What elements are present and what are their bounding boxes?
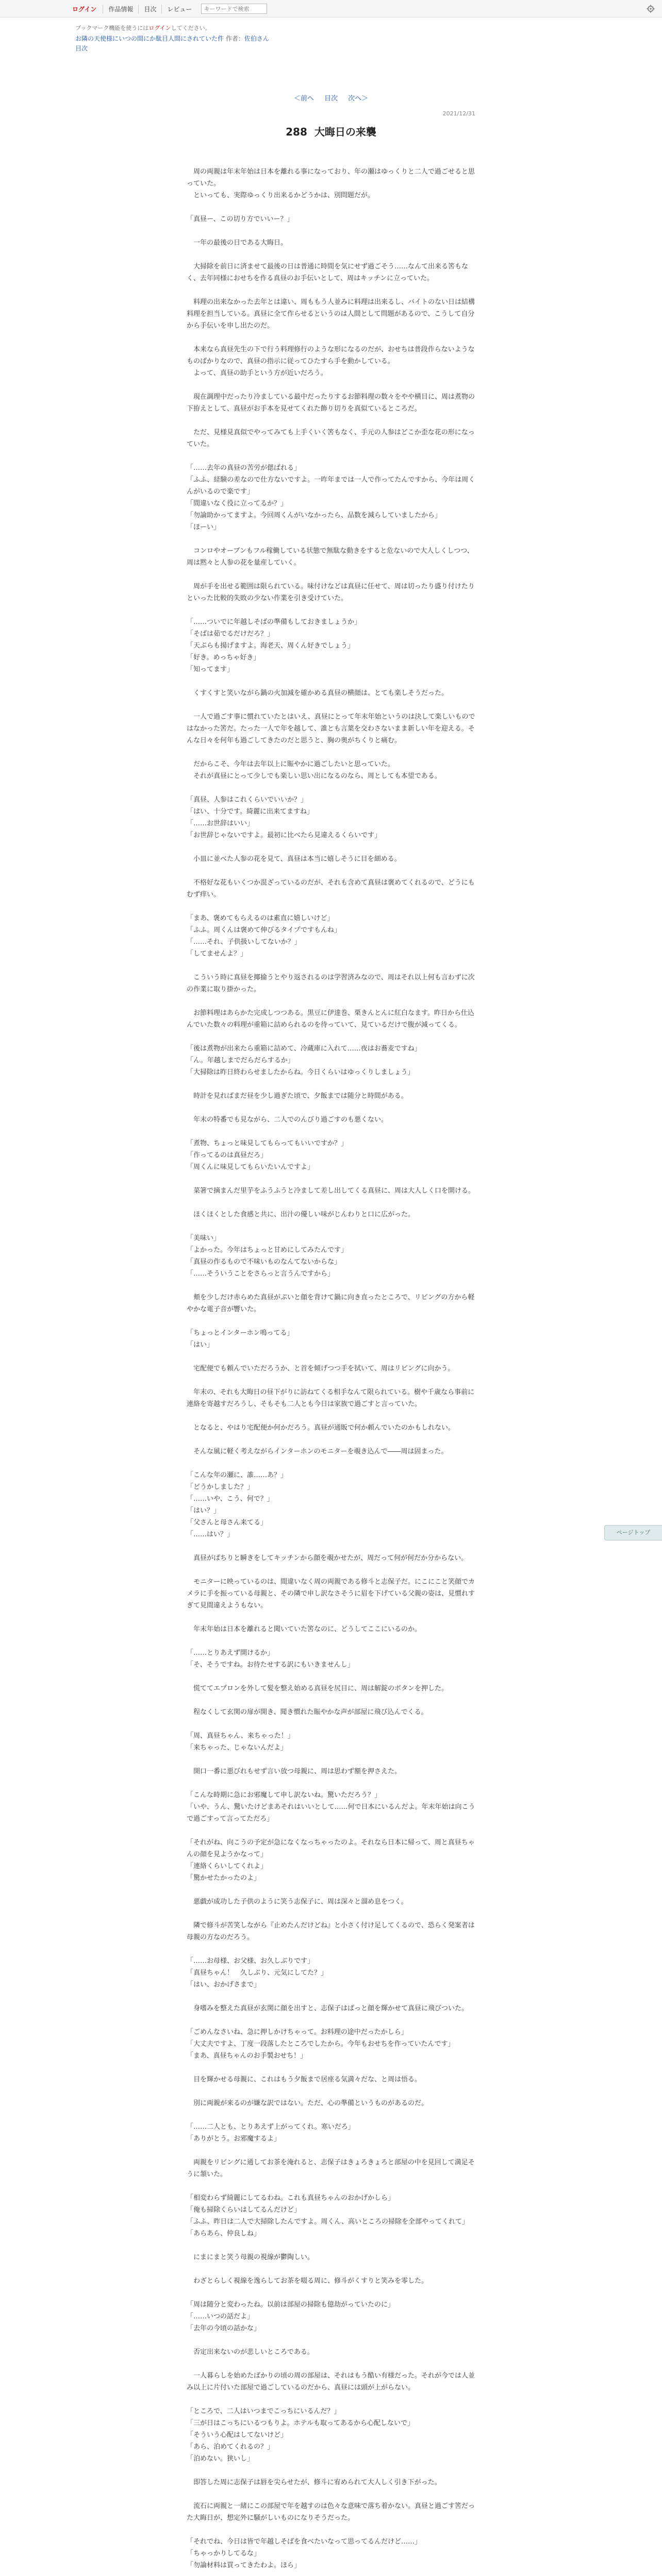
body-paragraph: 「してませんよ？」 xyxy=(187,950,247,958)
body-paragraph: 菜箸で摘まんだ里芋をふうふうと冷まして差し出してくる真昼に、周は大人しく口を開ける。 xyxy=(187,1187,475,1195)
body-blank-line xyxy=(187,379,475,391)
body-paragraph: 「あらあら、仲良しね」 xyxy=(187,2230,261,2238)
body-blank-line xyxy=(187,1351,475,1363)
body-blank-line xyxy=(187,1718,475,1730)
notice-login-link[interactable]: ログイン xyxy=(148,25,171,31)
body-blank-line xyxy=(187,2062,475,2074)
notice-text-after: してください。 xyxy=(171,25,211,31)
body-blank-line xyxy=(187,2488,475,2500)
body-blank-line xyxy=(187,1825,475,1837)
body-blank-line xyxy=(187,2086,475,2097)
body-paragraph: だからこそ、今年は去年以上に賑やかに過ごしたいと思っていた。 xyxy=(187,760,394,768)
body-paragraph: 即答した周に志保子は唇を尖らせたが、修斗に宥められて大人しく引き下がった。 xyxy=(187,2479,441,2486)
body-paragraph: 「はい」 xyxy=(187,1341,214,1349)
chapter-pager xyxy=(0,93,662,103)
body-blank-line xyxy=(187,1375,475,1386)
top-navigation-items xyxy=(72,0,267,18)
body-paragraph: 「そ、そうですね。お待たせする訳にもいきませんし」 xyxy=(187,1661,354,1669)
body-paragraph: 「ん。年越しまでだらだらするか」 xyxy=(187,1057,294,1064)
bookmark-login-notice xyxy=(75,24,211,32)
body-blank-line xyxy=(187,604,475,616)
chapter-number: 288 xyxy=(286,126,307,138)
body-paragraph: 「大丈夫ですよ、丁度一段落したところでしたから。今年もおせちを作っていたんです」 xyxy=(187,2040,455,2048)
body-blank-line xyxy=(187,1540,475,1552)
body-paragraph: それが真昼にとって少しでも楽しい思い出になるのなら、周としても本望である。 xyxy=(187,772,441,780)
body-paragraph: 目を輝かせる母親に、これはもう夕飯まで居座る気満々だな、と周は悟る。 xyxy=(187,2076,422,2083)
body-paragraph: 「父さんと母さん来てる」 xyxy=(187,1519,268,1527)
body-paragraph: くすくすと笑いながら鍋の火加減を確かめる真昼の横顔は、とても楽しそうだった。 xyxy=(187,689,449,697)
body-paragraph: 一人で過ごす事に慣れていたとはいえ、真昼にとって年末年始というのは決して楽しいものではなかった筈だ。たった一人で年を越して、誰とも言葉を交わさないまま新しい年を迎える。そんな日々を何年も過ごしてきたのだと思うと、胸の奥がちくりと痛む。 xyxy=(187,713,475,744)
body-paragraph: 悪戯が成功した子供のように笑う志保子に、周は深々と溜め息をつく。 xyxy=(187,1898,408,1906)
body-paragraph: 本来なら真昼先生の下で行う料理修行のような形になるのだが、おせちは普段作らないようなものばかりなので、真昼の指示に従ってひたすら手を動かしている。 xyxy=(187,346,475,365)
body-paragraph: 「三が日はこっちにいるつもりよ。ホテルも取ってあるから心配しないで」 xyxy=(187,2419,414,2427)
body-blank-line xyxy=(187,1991,475,2003)
body-paragraph: 「周は随分と変わったね。以前は部屋の掃除も億劫がっていたのに」 xyxy=(187,2301,394,2309)
body-blank-line xyxy=(187,1777,475,1789)
body-blank-line xyxy=(187,2465,475,2477)
body-paragraph: 隣で修斗が苦笑しながら『止めたんだけどね』と小さく付け足してくるので、恐らく発案者は母親の方なのだろう。 xyxy=(187,1922,475,1941)
body-blank-line xyxy=(187,699,475,711)
body-paragraph: 大掃除を前日に済ませて最後の日は普通に時間を気にせず過ごそう……なんて出来る筈もなく、去年同様におせちを作る真昼のお手伝いとして、周はキッチンに立っていた。 xyxy=(187,263,469,282)
body-blank-line xyxy=(187,901,475,912)
body-paragraph: 「後は煮物が出来たら重箱に詰めて、冷蔵庫に入れて……夜はお蕎麦ですね」 xyxy=(187,1045,421,1053)
body-paragraph: 開口一番に悪びれもせず言い放つ母親に、周は思わず額を押さえた。 xyxy=(187,1768,402,1775)
body-blank-line xyxy=(187,1410,475,1422)
body-blank-line xyxy=(187,865,475,877)
body-blank-line xyxy=(187,841,475,853)
body-paragraph: 「連絡くらいしてくれよ」 xyxy=(187,1862,268,1870)
body-paragraph: 不格好な花もいくつか混ざっているのだが、それも含めて真昼は褒めてくれるので、どうにもむず痒い。 xyxy=(187,879,475,899)
body-blank-line xyxy=(187,1458,475,1469)
body-paragraph: 身嗜みを整えた真昼が玄関に顔を出すと、志保子はぱっと顔を輝かせて真昼に飛びついた。 xyxy=(187,2005,469,2012)
body-paragraph: 年末の、それも大晦日の昼下がりに訪ねてくる相手なんて限られている。樹や千歳なら事前に連絡を寄越すだろうし、そもそも二人とも今日は家族で過ごすと言っていた。 xyxy=(187,1388,475,1408)
body-paragraph: こういう時に真昼を揶揄うとやり返されるのは学習済みなので、周はそれ以上何も言わずに次の作業に取り掛かった。 xyxy=(187,974,475,993)
body-blank-line xyxy=(187,332,475,344)
body-blank-line xyxy=(187,782,475,794)
body-blank-line xyxy=(187,2240,475,2251)
body-blank-line xyxy=(187,1078,475,1090)
body-blank-line xyxy=(187,450,475,462)
search-input[interactable] xyxy=(201,4,267,14)
body-paragraph: コンロやオーブンもフル稼働している状態で無駄な動きをすると危ないので大人しくしつつ、周は黙々と人参の花を量産していく。 xyxy=(187,547,474,567)
body-paragraph: 「ちゃっかりしてるな」 xyxy=(187,2550,261,2557)
body-blank-line xyxy=(187,1434,475,1446)
body-blank-line xyxy=(187,2180,475,2192)
body-paragraph: 別に両親が来るのが嫌な訳ではない。ただ、心の準備というものがあるのだ。 xyxy=(187,2099,428,2107)
body-paragraph: 「周、真昼ちゃん、来ちゃった！」 xyxy=(187,1732,294,1740)
novel-info-line xyxy=(75,34,269,43)
body-blank-line xyxy=(187,2287,475,2299)
body-paragraph: 「それでね、今日は皆で年越しそばを食べたいなって思ってるんだけど……」 xyxy=(187,2538,422,2546)
body-blank-line xyxy=(187,201,475,213)
body-paragraph: 「煮物、ちょっと味見してもらってもいいですか？」 xyxy=(187,1140,348,1147)
body-blank-line xyxy=(187,1315,475,1327)
body-paragraph: ただ、見様見真似でやってみても上手くいく筈もなく、手元の人参はどこか歪な花の形になっていた。 xyxy=(187,429,475,448)
body-paragraph: 否定出来ないのが悲しいところである。 xyxy=(187,2348,314,2356)
body-paragraph: 年末年始は日本を離れると聞いていた筈なのに、どうしてここにいるのか。 xyxy=(187,1625,422,1633)
body-paragraph: 「周くんに味見してもらいたいんですよ」 xyxy=(187,1163,315,1171)
body-paragraph: 「好き。めっちゃ好き」 xyxy=(187,654,260,662)
body-blank-line xyxy=(187,1173,475,1185)
body-blank-line xyxy=(187,1564,475,1576)
body-paragraph: 一年の最後の日である大晦日。 xyxy=(187,239,288,247)
body-paragraph: 「こんな年の瀬に、誰……あ？」 xyxy=(187,1471,288,1479)
body-paragraph: 「真昼の作るもので不味いものなんてないからな」 xyxy=(187,1258,341,1266)
gear-icon[interactable] xyxy=(647,5,655,13)
body-paragraph: 「真昼、人参はこれくらいでいいか？」 xyxy=(187,796,308,804)
top-navigation-bar xyxy=(0,0,662,18)
nav-table-of-contents[interactable]: 目次 xyxy=(138,5,161,13)
body-paragraph: 「俺も掃除くらいはしてるんだけど」 xyxy=(187,2206,301,2214)
body-paragraph: 「泊めない。狭いし」 xyxy=(187,2455,254,2463)
body-blank-line xyxy=(187,1126,475,1138)
body-blank-line xyxy=(187,675,475,687)
body-paragraph: 周の両親は年末年始は日本を離れる事になっており、年の瀬はゆっくりと二人で過ごせると思っていた。 xyxy=(187,168,475,188)
body-blank-line xyxy=(187,533,475,545)
body-paragraph: 真昼がぱちりと瞬きをしてキッチンから顔を覗かせたが、周だって何が何だか分からない。 xyxy=(187,1554,468,1562)
chapter-title xyxy=(0,124,662,139)
body-paragraph: 「……お世辞はいい」 xyxy=(187,820,254,827)
body-paragraph: 小皿に並べた人参の花を見て、真昼は本当に嬉しそうに目を細める。 xyxy=(187,855,401,863)
body-paragraph: 「はい、十分です。綺麗に出来てますね」 xyxy=(187,808,313,816)
body-paragraph: となると、やはり宅配便か何かだろう。真昼が通販で何か頼んでいたのかもしれない。 xyxy=(187,1424,455,1432)
body-paragraph: よって、真昼の助手という方が近いだろう。 xyxy=(187,369,327,377)
login-link[interactable]: ログイン xyxy=(72,5,97,13)
body-paragraph: 「はい？」 xyxy=(187,1507,221,1515)
body-paragraph: 「知ってます」 xyxy=(187,666,234,673)
prev-chapter-link[interactable]: ＜前へ xyxy=(293,95,314,103)
body-paragraph: 「……いや、こう、何で？」 xyxy=(187,1495,274,1503)
body-paragraph: 時計を見ればまだ昼を少し過ぎた頃で、夕飯までは随分と時間がある。 xyxy=(187,1092,408,1100)
body-paragraph: 「ふふ、経験の差なので仕方ないですよ。一昨年までは一人で作ってたんですから、今年は周くんがいるので楽です」 xyxy=(187,476,475,496)
nav-review[interactable]: レビュー xyxy=(161,5,197,13)
body-blank-line xyxy=(187,747,475,758)
body-paragraph: 「大掃除は昨日終わらせましたからね。今日くらいはゆっくりしましょう」 xyxy=(187,1069,415,1076)
search-box xyxy=(201,4,267,14)
body-blank-line xyxy=(187,2109,475,2121)
notice-text-before: ブックマーク機能を使うには xyxy=(75,25,149,31)
body-paragraph: 「去年の今頃の話かな」 xyxy=(187,2325,261,2332)
body-blank-line xyxy=(187,960,475,972)
body-paragraph: 「間違いなく役に立ってるか？」 xyxy=(187,500,288,507)
body-paragraph: 「……とりあえず開けるか」 xyxy=(187,1649,274,1657)
body-paragraph: 「美味い」 xyxy=(187,1234,221,1242)
body-paragraph: 「どうかしました？」 xyxy=(187,1483,254,1491)
body-paragraph: 「驚かせたかったのよ」 xyxy=(187,1874,261,1882)
body-blank-line xyxy=(187,2394,475,2405)
body-paragraph: 「よかった。今年はちょっと甘めにしてみたんです」 xyxy=(187,1246,348,1254)
body-blank-line xyxy=(187,1031,475,1043)
nav-work-info[interactable]: 作品情報 xyxy=(103,5,138,13)
body-paragraph: 「いや、うん、驚いたけどまあそれはいいとして……何で日本にいるんだよ。年末年始は向こうで過ごすって言ってただろ」 xyxy=(187,1803,475,1823)
body-paragraph: 「そういう心配はしてないけど」 xyxy=(187,2431,288,2439)
body-paragraph: 「ありがとう。お邪魔するよ」 xyxy=(187,2135,281,2143)
body-blank-line xyxy=(187,2334,475,2346)
novel-title-link[interactable]: お隣の天使様にいつの間にか駄目人間にされていた件 xyxy=(75,35,224,42)
body-paragraph: そんな風に軽く考えながらインターホンのモニターを覗き込んで――周は固まった。 xyxy=(187,1448,448,1455)
body-blank-line xyxy=(187,1884,475,1896)
body-paragraph: モニターに映っているのは、間違いなく周の両親である修斗と志保子だ。にこにこと笑顔でカメラに手を振っている母親と、その隣で申し訳なさそうに眉を下げている父親の姿は、見慣れすぎて見間違えようもない。 xyxy=(187,1578,475,1609)
body-blank-line xyxy=(187,225,475,237)
body-paragraph: 程なくして玄関の扉が開き、聞き慣れた賑やかな声が部屋に飛び込んでくる。 xyxy=(187,1708,428,1716)
body-paragraph: 「……ついでに年越しそばの準備もしておきましょうか」 xyxy=(187,618,361,626)
body-paragraph: 「……二人とも、とりあえず上がってくれ。寒いだろ」 xyxy=(187,2123,355,2131)
body-paragraph: 慌ててエプロンを外して髪を整え始める真昼を尻目に、周は解錠のボタンを押した。 xyxy=(187,1685,449,1692)
author-label: 作者： xyxy=(225,35,244,42)
body-paragraph: 「ところで、二人はいつまでこっちにいるんだ？」 xyxy=(187,2408,341,2415)
chapter-body xyxy=(187,166,475,2576)
body-blank-line xyxy=(187,1635,475,1647)
body-paragraph: 頬を少しだけ赤らめた真昼がぷいと顔を背けて鍋に向き直ったところで、リビングの方から軽やかな電子音が響いた。 xyxy=(187,1294,475,1313)
pager-toc-link[interactable]: 目次 xyxy=(324,95,338,103)
body-blank-line xyxy=(187,1102,475,1114)
body-paragraph: 料理の出来なかった去年とは違い、周ももう人並みに料理は出来るし、バイトのない日は結構料理を担当している。真昼に全て作らせるというのは人間として問題があるので、こうして自分から手伝いを申し出たのだ。 xyxy=(187,298,475,330)
body-paragraph: 現在調理中だったり冷ましている最中だったりするお節料理の数々をやや横目に、周は煮物の下拵えとして、真昼がお手本を見せてくれた飾り切りを真似ているところだ。 xyxy=(187,393,475,413)
body-paragraph: 「こんな時期に急にお邪魔して申し訳ないね。驚いただろう？」 xyxy=(187,1791,382,1799)
body-paragraph: 「お世辞じゃないですよ。最初に比べたら見違えるくらいです」 xyxy=(187,832,382,839)
body-paragraph: 年末の特番でも見ながら、二人でのんびり過ごすのも悪くない。 xyxy=(187,1116,388,1124)
body-paragraph: 「あら、泊めてくれるの？」 xyxy=(187,2443,274,2451)
body-paragraph: 「作ってるのは真昼だろ」 xyxy=(187,1151,268,1159)
body-blank-line xyxy=(187,2145,475,2157)
body-paragraph: 「真昼ー、この切り方でいいー？」 xyxy=(187,215,294,223)
publish-date: 2021/12/31 xyxy=(442,110,475,117)
body-paragraph: 「……お母様、お父様、お久しぶりです」 xyxy=(187,1957,315,1965)
toc-link[interactable]: 目次 xyxy=(75,45,88,52)
body-paragraph: 「ふふ、昨日は二人で大掃除したんですよ。周くん、高いところの掃除を全部やってくれて」 xyxy=(187,2218,469,2226)
body-blank-line xyxy=(187,1754,475,1766)
body-paragraph: お節料理はあらかた完成しつつある。黒豆に伊達巻、栗きんとんに紅白なます。昨日から仕込んでいた数々の料理が重箱に詰められるのを待っていて、見ているだけで腹が減ってくる。 xyxy=(187,1009,474,1029)
body-paragraph: 「勿論助かってますよ。今回周くんがいなかったら、品数を減らしていましたから」 xyxy=(187,512,442,519)
body-paragraph: 「ごめんなさいね、急に押しかけちゃって。お料理の途中だったかしら」 xyxy=(187,2028,408,2036)
body-paragraph: 「……いつの話だよ」 xyxy=(187,2313,254,2320)
body-paragraph: 「まあ、褒めてもらえるのは素直に嬉しいけど」 xyxy=(187,914,334,922)
body-blank-line xyxy=(187,569,475,581)
body-paragraph: 「ふふ。周くんは褒めて伸びるタイプですもんね」 xyxy=(187,926,341,934)
body-blank-line xyxy=(187,2358,475,2370)
body-blank-line xyxy=(187,1671,475,1683)
body-paragraph: 周が手を出せる範囲は限られている。味付けなどは真昼に任せて、周は切ったり盛り付けたりといった比較的失敗の少ない作業を引き受けていた。 xyxy=(187,583,475,602)
body-paragraph: にまにまと笑う母親の視線が鬱陶しい。 xyxy=(187,2253,315,2261)
page-top-button[interactable]: ページトップ xyxy=(604,1525,662,1540)
body-blank-line xyxy=(187,1197,475,1209)
body-paragraph: 流石に両親と一緒にこの部屋で年を越すのは色々な意味で落ち着かない。真昼と過ごす筈だった大晦日が、想定外に騒がしいものになりそうだった。 xyxy=(187,2502,475,2522)
body-blank-line xyxy=(187,1943,475,1955)
body-paragraph: 「はい、おかげさまで」 xyxy=(187,1981,261,1989)
body-blank-line xyxy=(187,2571,475,2576)
body-paragraph: 一人暮らしを始めたばかりの頃の周の部屋は、それはもう酷い有様だった。それが今では人並み以上に片付いた部屋で過ごしているのだから、真昼には頭が上がらない。 xyxy=(187,2372,475,2392)
body-paragraph: 「……そういうことをさらっと言うんですから」 xyxy=(187,1270,335,1278)
body-paragraph: 「まあ、真昼ちゃんのお手製おせち！」 xyxy=(187,2052,307,2060)
author-link[interactable]: 佐伯さん xyxy=(244,35,269,42)
body-paragraph: 「……去年の真昼の苦労が偲ばれる」 xyxy=(187,464,301,472)
body-blank-line xyxy=(187,2263,475,2275)
body-paragraph: 「勿論材料は買ってきたわよ。ほら」 xyxy=(187,2562,301,2569)
body-paragraph: 「そばは茹でるだけだろ？」 xyxy=(187,630,274,638)
body-blank-line xyxy=(187,415,475,427)
body-paragraph: 「それがね、向こうの予定が急になくなっちゃったのよ。それなら日本に帰って、周と真昼ちゃんの顔を見ようかなって」 xyxy=(187,1839,475,1858)
body-paragraph: 「天ぷらも揚げますよ。海老天、周くん好きでしょう」 xyxy=(187,642,355,650)
toc-line xyxy=(75,44,88,53)
body-paragraph: 「ちょっとインターホン鳴ってる」 xyxy=(187,1329,294,1337)
body-paragraph: わざとらしく視線を逸らしてお茶を啜る周に、修斗がくすりと笑みを零した。 xyxy=(187,2277,428,2285)
body-blank-line xyxy=(187,1694,475,1706)
body-paragraph: 両親をリビングに通してお茶を淹れると、志保子はきょろきょろと部屋の中を見回して満足そうに頷いた。 xyxy=(187,2159,475,2178)
body-paragraph: 宅配便でも頼んでいただろうか、と首を傾げつつ手を拭いて、周はリビングに向かう。 xyxy=(187,1365,455,1372)
body-paragraph: 「……はい？」 xyxy=(187,1531,234,1538)
body-blank-line xyxy=(187,995,475,1007)
body-paragraph: 「相変わらず綺麗にしてるわね。これも真昼ちゃんのおかげかしら」 xyxy=(187,2194,395,2202)
body-paragraph: 「来ちゃった、じゃないんだよ」 xyxy=(187,1744,288,1752)
body-blank-line xyxy=(187,2524,475,2536)
body-blank-line xyxy=(187,1280,475,1292)
body-paragraph: ほくほくとした食感と共に、出汁の優しい味がじんわりと口に広がった。 xyxy=(187,1211,415,1218)
next-chapter-link[interactable]: 次へ＞ xyxy=(348,95,369,103)
body-paragraph: 「真昼ちゃん！ 久しぶり、元気にしてた？」 xyxy=(187,1969,328,1977)
chapter-title-text: 大晦日の来襲 xyxy=(314,126,376,138)
body-paragraph: 「……それ、子供扱いしてないか？」 xyxy=(187,938,301,946)
body-blank-line xyxy=(187,1221,475,1232)
body-blank-line xyxy=(187,284,475,296)
body-blank-line xyxy=(187,1612,475,1623)
body-paragraph: といっても、実際ゆっくり出来るかどうかは、別問題だが。 xyxy=(187,192,374,199)
body-blank-line xyxy=(187,1908,475,1920)
body-blank-line xyxy=(187,2014,475,2026)
body-blank-line xyxy=(187,249,475,261)
body-paragraph: 「ほーい」 xyxy=(187,523,221,531)
